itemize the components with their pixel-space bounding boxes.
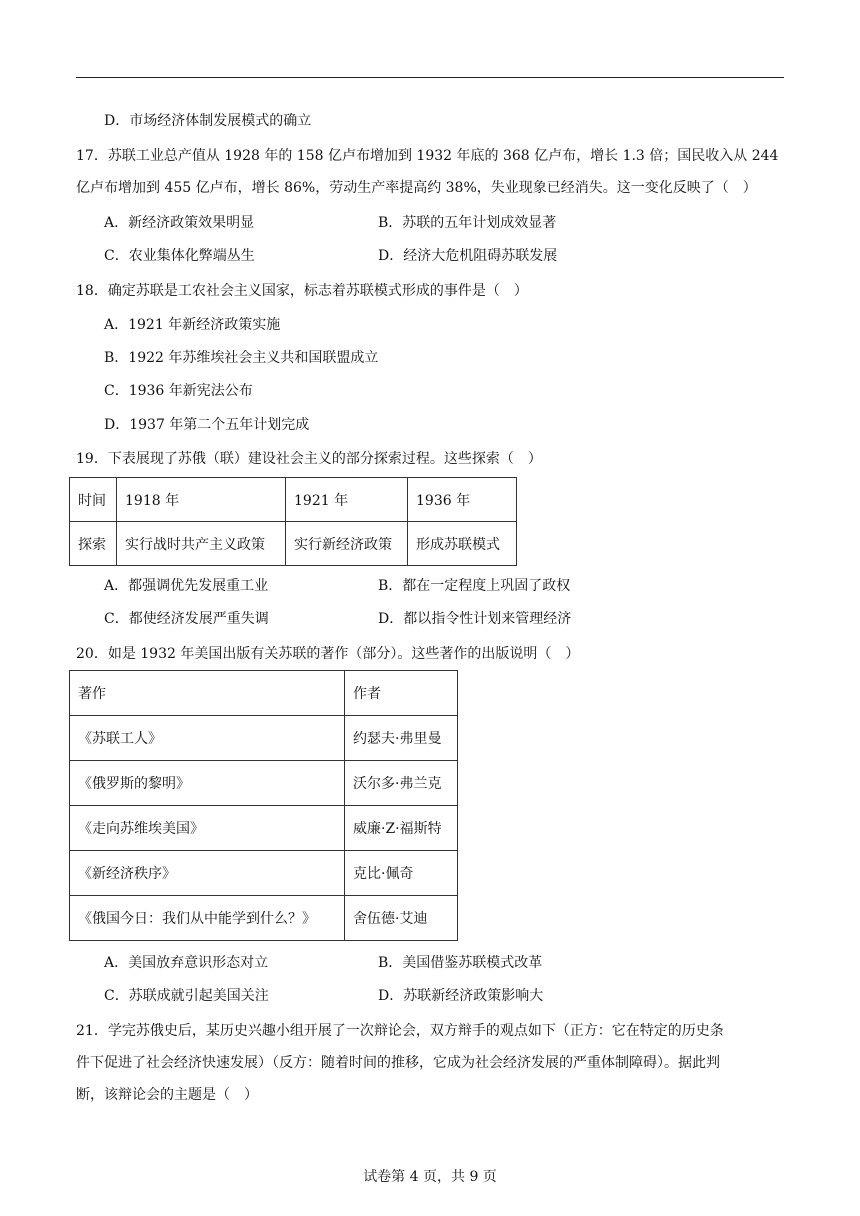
q18-option-c: C．1936 年新宪法公布 [104,383,253,399]
table-cell: 《新经济秩序》 [70,851,345,896]
table-cell: 《苏联工人》 [70,716,345,761]
table-row [70,806,458,851]
table-row [70,716,458,761]
q17-stem-line1: 17．苏联工业总产值从 1928 年的 158 亿卢布增加到 1932 年底的 368 亿卢布，增长 1.3 倍；国民收入从 244 [76,148,779,164]
q18-stem: 18．确定苏联是工农社会主义国家，标志着苏联模式形成的事件是（ ） [76,283,528,299]
table-row [70,478,517,522]
table-cell: 时间 [70,478,117,522]
table-cell: 《走向苏维埃美国》 [70,806,345,851]
q20-option-b: B．美国借鉴苏联模式改革 [378,955,543,971]
table-cell: 威廉·Z·福斯特 [345,806,458,851]
table-header-cell: 作者 [345,671,458,716]
q17-option-b: B．苏联的五年计划成效显著 [378,215,557,231]
table-cell: 实行新经济政策 [286,522,408,566]
table-cell: 《俄罗斯的黎明》 [70,761,345,806]
q16-option-d: D．市场经济体制发展模式的确立 [104,113,312,129]
header-rule [76,77,784,78]
table-cell: 形成苏联模式 [408,522,517,566]
q20-option-d: D．苏联新经济政策影响大 [378,988,544,1004]
q18-option-d: D．1937 年第二个五年计划完成 [104,417,310,433]
q18-option-a: A．1921 年新经济政策实施 [104,317,281,333]
q19-option-a: A．都强调优先发展重工业 [104,578,269,594]
table-row [70,671,458,716]
q21-stem-line3: 断，该辩论会的主题是（ ） [76,1087,258,1103]
q20-stem: 20．如是 1932 年美国出版有关苏联的著作（部分）。这些著作的出版说明（ ） [76,646,580,662]
q21-stem-line1: 21．学完苏俄史后，某历史兴趣小组开展了一次辩论会，双方辩手的观点如下（正方：它在特定的历史条 [76,1023,724,1039]
table-cell: 探索 [70,522,117,566]
page-footer: 试卷第 4 页，共 9 页 [363,1169,497,1185]
q19-table [69,477,517,566]
q19-stem: 19．下表展现了苏俄（联）建设社会主义的部分探索过程。这些探索（ ） [76,451,542,467]
q19-option-c: C．都使经济发展严重失调 [104,611,269,627]
q17-option-d: D．经济大危机阻碍苏联发展 [378,248,558,264]
table-cell: 舍伍德·艾迪 [345,896,458,941]
table-row [70,522,517,566]
table-row [70,896,458,941]
table-cell: 实行战时共产主义政策 [117,522,286,566]
table-row [70,851,458,896]
table-cell: 1936 年 [408,478,517,522]
q19-option-b: B．都在一定程度上巩固了政权 [378,578,571,594]
q18-option-b: B．1922 年苏维埃社会主义共和国联盟成立 [104,350,379,366]
table-header-cell: 著作 [70,671,345,716]
q17-stem-line2: 亿卢布增加到 455 亿卢布，增长 86%，劳动生产率提高约 38%，失业现象已经消失。这一变化反映了（ ） [76,180,757,196]
q21-stem-line2: 件下促进了社会经济快速发展）（反方：随着时间的推移，它成为社会经济发展的严重体制障碍）。据此判 [76,1055,720,1071]
table-row [70,761,458,806]
q20-option-a: A．美国放弃意识形态对立 [104,955,269,971]
table-cell: 1921 年 [286,478,408,522]
q20-table [69,670,458,941]
table-cell: 沃尔多·弗兰克 [345,761,458,806]
q19-option-d: D．都以指令性计划来管理经济 [378,611,572,627]
q20-option-c: C．苏联成就引起美国关注 [104,988,269,1004]
table-cell: 克比·佩奇 [345,851,458,896]
table-cell: 约瑟夫·弗里曼 [345,716,458,761]
table-cell: 1918 年 [117,478,286,522]
q17-option-a: A．新经济政策效果明显 [104,215,255,231]
q17-option-c: C．农业集体化弊端丛生 [104,248,255,264]
table-cell: 《俄国今日：我们从中能学到什么？》 [70,896,345,941]
